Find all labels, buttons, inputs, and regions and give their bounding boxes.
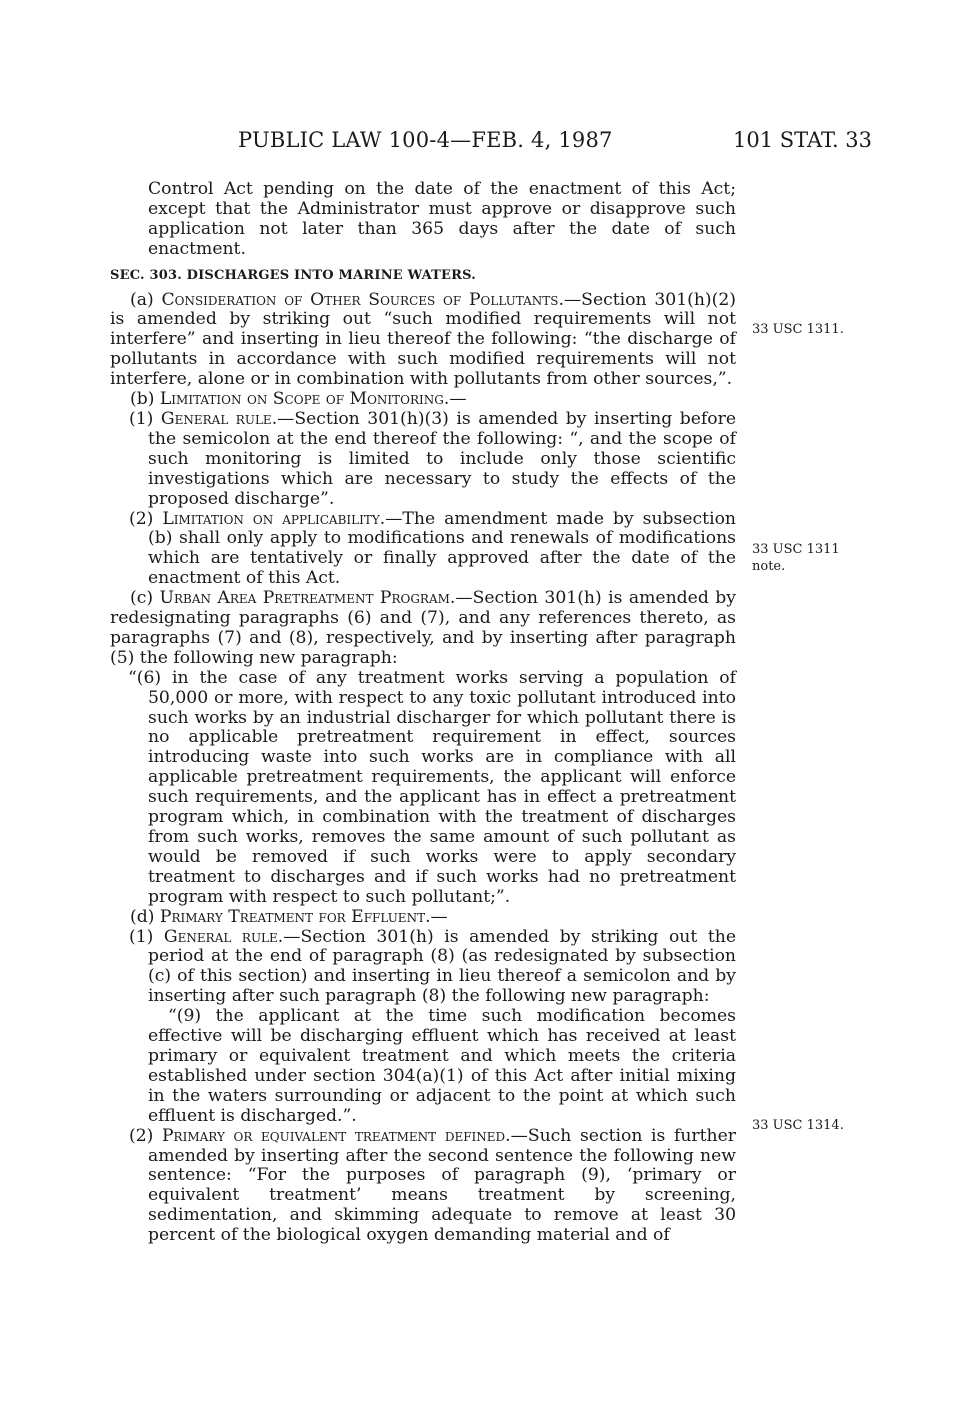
- paragraph-b1-text: —Section 301(h)(3) is amended by inserting before the semicolon at the end thereof the following: “, and the scope of such monitoring is limited to include only those scientific investigations which are necessary to study the effects of the proposed discharge”.: [148, 408, 736, 509]
- quoted-paragraph-6: “(6) in the case of any treatment works serving a population of 50,000 or more, with respect to any toxic pollutant introduced into such works by an industrial discharger for which pollutant there is no applicable pretreatment requirement in effect, sources introducing waste into such works are in compliance with all applicable pretreatment requirements, the applicant will enforce such requirements, and the applicant has in effect a pretreatment program which, in combination with the treatment of discharges from such works, removes the same amount of such pollutant as would be removed if such works were to apply secondary treatment to discharges and if such works had no pretreatment program with respect to such pollutant;”.: [128, 667, 736, 907]
- paragraph-d2-text: —Such section is further amended by inserting after the second sentence the following new sentence: “For the purposes of paragraph (9), ‘primary or equivalent treatment’ means treatment by screening, sedimentation, and skimming adequate to remove at least 30 percent of the biological oxygen demanding material and of: [148, 1125, 737, 1246]
- paragraph-d2: [110, 1127, 736, 1246]
- paragraph-c-text: —Section 301(h) is amended by redesignating paragraphs (6) and (7), and any references thereto, as paragraphs (7) and (8), respectively, and by inserting after paragraph (5) the following new paragraph:: [110, 588, 736, 668]
- paragraph-b-heading: Limitation on Scope of Monitoring.: [159, 389, 450, 410]
- margin-note-line: 33 USC 1311: [752, 542, 840, 557]
- intro-paragraph: Control Act pending on the date of the enactment of this Act; except that the Administrator must approve or disapprove such application not later than 365 days after the date of such enactment.: [148, 179, 736, 259]
- paragraph-b-dash: —: [449, 389, 467, 410]
- paragraph-c-heading: Urban Area Pretreatment Program.: [159, 588, 456, 609]
- paragraph-d2-heading: Primary or equivalent treatment defined.: [161, 1125, 511, 1146]
- paragraph-d1-heading: General rule.: [163, 926, 284, 947]
- paragraph-b2: [110, 510, 736, 590]
- paragraph-b: [110, 390, 736, 410]
- quoted-paragraph-9: “(9) the applicant at the time such modification becomes effective will be discharging effluent which has received at least primary or equivalent treatment and which meets the criteria established under section 304(a)(1) of this Act after initial mixing in the waters surrounding or adjacent to the point at which such effluent is discharged.”.: [148, 1006, 736, 1126]
- paragraph-d: [110, 908, 736, 928]
- paragraph-a: [110, 291, 736, 391]
- margin-note-line: note.: [752, 559, 786, 574]
- paragraph-d1-label: (1): [129, 926, 164, 947]
- paragraph-d1-text: —Section 301(h) is amended by striking out the period at the end of paragraph (8) (as redesignated by subsection (c) of this section) and inserting in lieu thereof a semicolon and by inserting after such paragraph (8) the following new paragraph:: [148, 926, 737, 1007]
- paragraph-b-label: (b): [130, 389, 160, 410]
- margin-note-usc-1311: 33 USC 1311.: [752, 322, 844, 337]
- paragraph-a-text: —Section 301(h)(2) is amended by striking out “such modified requirements will not interfere” and inserting in lieu thereof the following: “the discharge of pollutants in accordance with such modified requirements will not interfere, alone or in combination with pollutants from other sources,”.: [110, 289, 736, 390]
- paragraph-d-heading: Primary Treatment for Effluent.: [159, 906, 431, 927]
- paragraph-a-label: (a): [130, 289, 162, 310]
- document-body: [110, 180, 736, 1246]
- paragraph-b1-label: (1): [129, 408, 161, 429]
- paragraph-b2-label: (2): [129, 508, 163, 529]
- margin-note-usc-1314: 33 USC 1314.: [752, 1118, 844, 1133]
- page-stat-number: 101 STAT. 33: [733, 128, 873, 152]
- paragraph-d-dash: —: [430, 906, 448, 927]
- section-heading: SEC. 303. DISCHARGES INTO MARINE WATERS.: [110, 267, 476, 283]
- margin-note-usc-1311-note: [752, 541, 840, 575]
- paragraph-b1: [110, 410, 736, 510]
- paragraph-d1: [110, 928, 736, 1008]
- paragraph-c-label: (c): [130, 588, 160, 609]
- paragraph-d2-label: (2): [129, 1125, 162, 1146]
- paragraph-d-label: (d): [130, 906, 160, 927]
- paragraph-a-heading: Consideration of Other Sources of Pollutants.: [161, 289, 564, 310]
- paragraph-b1-heading: General rule.: [160, 408, 278, 429]
- paragraph-c: [110, 589, 736, 669]
- paragraph-b2-text: —The amendment made by subsection (b) shall only apply to modifications and renewals of modifications which are tentatively or finally approved after the date of the enactment of this Act.: [148, 508, 736, 589]
- paragraph-b2-heading: Limitation on applicability.: [162, 508, 386, 529]
- running-header-title: PUBLIC LAW 100-4—FEB. 4, 1987: [238, 128, 613, 152]
